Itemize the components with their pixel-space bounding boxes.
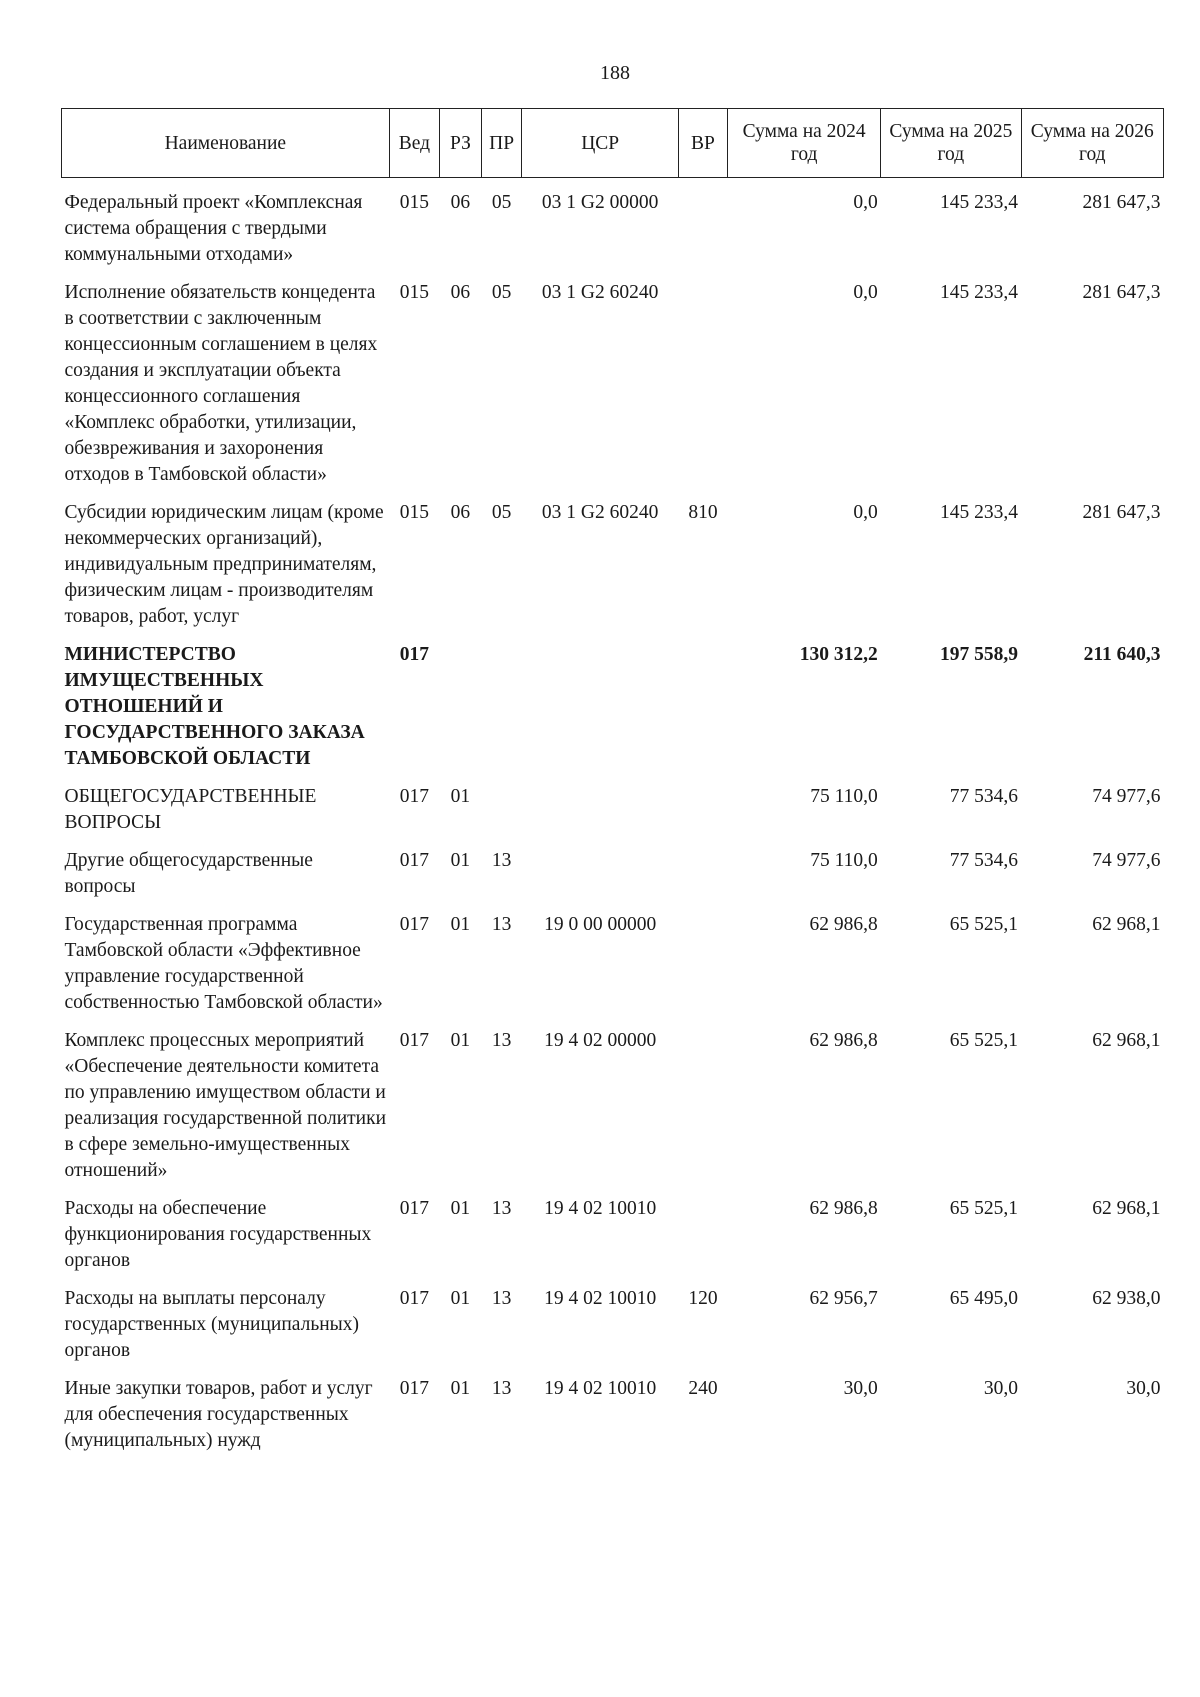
row-sum-2026: 62 938,0	[1092, 1288, 1161, 1309]
table-row	[62, 912, 1164, 1016]
row-pr: 05	[491, 192, 512, 213]
row-rz: 01	[450, 1378, 471, 1399]
row-sum-2025: 77 534,6	[949, 786, 1018, 807]
row-ved: 017	[399, 850, 429, 871]
column-header-vr: ВР	[678, 109, 727, 178]
row-ved: 015	[399, 192, 429, 213]
row-pr: 13	[491, 1288, 512, 1309]
row-rz	[440, 642, 482, 772]
row-name: Расходы на обеспечение функционирования государственных органов	[64, 1198, 372, 1271]
table-row	[62, 1196, 1164, 1274]
column-header-sum-2024: Сумма на 2024 год	[728, 109, 881, 178]
row-vr	[678, 190, 727, 268]
row-rz: 01	[450, 914, 471, 935]
column-header-sum-2025: Сумма на 2025 год	[881, 109, 1021, 178]
table-row	[62, 848, 1164, 900]
row-sum-2026: 30,0	[1126, 1378, 1161, 1399]
row-vr	[678, 1196, 727, 1274]
row-vr	[678, 642, 727, 772]
column-header-pr: ПР	[481, 109, 522, 178]
row-rz: 01	[450, 1198, 471, 1219]
row-name: Федеральный проект «Комплексная система обращения с твердыми коммунальными отходами»	[64, 192, 363, 265]
column-header-name: Наименование	[62, 109, 390, 178]
row-csr	[522, 848, 678, 900]
row-ved: 017	[399, 1378, 429, 1399]
row-vr: 810	[688, 502, 718, 523]
row-csr: 19 4 02 10010	[544, 1378, 657, 1399]
row-ved: 017	[399, 644, 429, 665]
row-csr: 19 4 02 10010	[544, 1288, 657, 1309]
row-rz: 06	[450, 192, 471, 213]
row-sum-2024: 0,0	[853, 282, 878, 303]
row-sum-2024: 62 986,8	[809, 1198, 878, 1219]
row-ved: 017	[399, 1288, 429, 1309]
row-pr: 13	[491, 850, 512, 871]
row-sum-2026: 281 647,3	[1082, 282, 1161, 303]
table-row	[62, 500, 1164, 630]
row-pr: 13	[491, 1198, 512, 1219]
row-name: Расходы на выплаты персоналу государственных (муниципальных) органов	[64, 1288, 360, 1361]
row-pr: 05	[491, 502, 512, 523]
row-ved: 017	[399, 1030, 429, 1051]
row-sum-2026: 74 977,6	[1092, 850, 1161, 871]
row-ved: 015	[399, 502, 429, 523]
row-sum-2026: 281 647,3	[1082, 192, 1161, 213]
row-name: Иные закупки товаров, работ и услуг для обеспечения государственных (муниципальных) нужд	[64, 1378, 373, 1451]
row-ved: 017	[399, 786, 429, 807]
row-ved: 017	[399, 914, 429, 935]
row-sum-2024: 0,0	[853, 502, 878, 523]
row-vr	[678, 848, 727, 900]
row-pr	[481, 784, 522, 836]
row-sum-2024: 62 986,8	[809, 1030, 878, 1051]
row-name: ОБЩЕГОСУДАРСТВЕННЫЕ ВОПРОСЫ	[64, 786, 317, 833]
row-csr: 03 1 G2 60240	[541, 282, 659, 303]
table-row	[62, 1286, 1164, 1364]
row-vr: 120	[688, 1288, 718, 1309]
row-sum-2025: 145 233,4	[940, 502, 1018, 523]
row-name: Субсидии юридическим лицам (кроме некоммерческих организаций), индивидуальным предпринимателям, физическим лицам - производителям товаров, работ, услуг	[64, 502, 384, 627]
table-row	[62, 190, 1164, 268]
row-pr: 13	[491, 914, 512, 935]
row-sum-2025: 145 233,4	[940, 282, 1018, 303]
table-row	[62, 280, 1164, 488]
row-sum-2024: 75 110,0	[810, 850, 878, 871]
row-rz: 01	[450, 1288, 471, 1309]
row-ved: 017	[399, 1198, 429, 1219]
row-csr: 19 4 02 00000	[544, 1030, 657, 1051]
row-vr	[678, 1028, 727, 1184]
row-vr	[678, 912, 727, 1016]
row-pr: 13	[491, 1378, 512, 1399]
row-sum-2026: 74 977,6	[1092, 786, 1161, 807]
row-csr: 19 0 00 00000	[544, 914, 657, 935]
row-csr: 19 4 02 10010	[544, 1198, 657, 1219]
row-rz: 01	[450, 786, 471, 807]
row-sum-2024: 0,0	[853, 192, 878, 213]
row-sum-2024: 130 312,2	[799, 644, 878, 665]
row-rz: 06	[450, 282, 471, 303]
row-name: Комплекс процессных мероприятий «Обеспечение деятельности комитета по управлению имуществом области и реализация государственной политики в сфере земельно-имущественных отношений»	[64, 1030, 387, 1181]
row-vr	[678, 280, 727, 488]
page-number: 188	[600, 62, 630, 84]
row-csr: 03 1 G2 00000	[541, 192, 659, 213]
row-csr	[522, 784, 678, 836]
row-name: Другие общегосударственные вопросы	[64, 850, 313, 897]
row-sum-2025: 77 534,6	[949, 850, 1018, 871]
column-header-sum-2026: Сумма на 2026 год	[1021, 109, 1164, 178]
row-sum-2026: 62 968,1	[1092, 1198, 1161, 1219]
table-row	[62, 1376, 1164, 1454]
budget-table	[61, 108, 1164, 1454]
row-sum-2025: 197 558,9	[940, 644, 1018, 665]
row-sum-2024: 30,0	[843, 1378, 878, 1399]
row-sum-2025: 65 525,1	[949, 914, 1018, 935]
table-row	[62, 784, 1164, 836]
column-header-csr: ЦСР	[522, 109, 678, 178]
row-rz: 01	[450, 1030, 471, 1051]
row-sum-2026: 62 968,1	[1092, 914, 1161, 935]
row-ved: 015	[399, 282, 429, 303]
row-vr	[678, 784, 727, 836]
row-vr: 240	[688, 1378, 718, 1399]
row-rz: 06	[450, 502, 471, 523]
table-header	[62, 109, 1164, 178]
row-sum-2025: 65 525,1	[949, 1198, 1018, 1219]
column-header-ved: Вед	[389, 109, 439, 178]
row-sum-2025: 65 525,1	[949, 1030, 1018, 1051]
table-row	[62, 642, 1164, 772]
row-name: Государственная программа Тамбовской области «Эффективное управление государственной собственностью Тамбовской области»	[64, 914, 383, 1013]
row-sum-2025: 30,0	[983, 1378, 1018, 1399]
row-csr: 03 1 G2 60240	[541, 502, 659, 523]
row-pr: 13	[491, 1030, 512, 1051]
row-name: МИНИСТЕРСТВО ИМУЩЕСТВЕННЫХ ОТНОШЕНИЙ И ГОСУДАРСТВЕННОГО ЗАКАЗА ТАМБОВСКОЙ ОБЛАСТИ	[64, 644, 365, 769]
row-sum-2024: 62 956,7	[809, 1288, 878, 1309]
row-name: Исполнение обязательств концедента в соответствии с заключенным концессионным соглашением в целях создания и эксплуатации объекта концессионного соглашения «Комплекс обработки, утилизации, обезвреживания и захоронения отходов в Тамбовской области»	[64, 282, 378, 485]
table-row	[62, 1028, 1164, 1184]
row-pr: 05	[491, 282, 512, 303]
row-sum-2025: 145 233,4	[940, 192, 1018, 213]
row-sum-2025: 65 495,0	[949, 1288, 1018, 1309]
row-sum-2024: 62 986,8	[809, 914, 878, 935]
row-sum-2024: 75 110,0	[810, 786, 878, 807]
row-sum-2026: 281 647,3	[1082, 502, 1161, 523]
table-body	[62, 178, 1164, 1455]
row-sum-2026: 62 968,1	[1092, 1030, 1161, 1051]
column-header-rz: РЗ	[440, 109, 482, 178]
row-pr	[481, 642, 522, 772]
row-csr	[522, 642, 678, 772]
row-rz: 01	[450, 850, 471, 871]
row-sum-2026: 211 640,3	[1083, 644, 1161, 665]
